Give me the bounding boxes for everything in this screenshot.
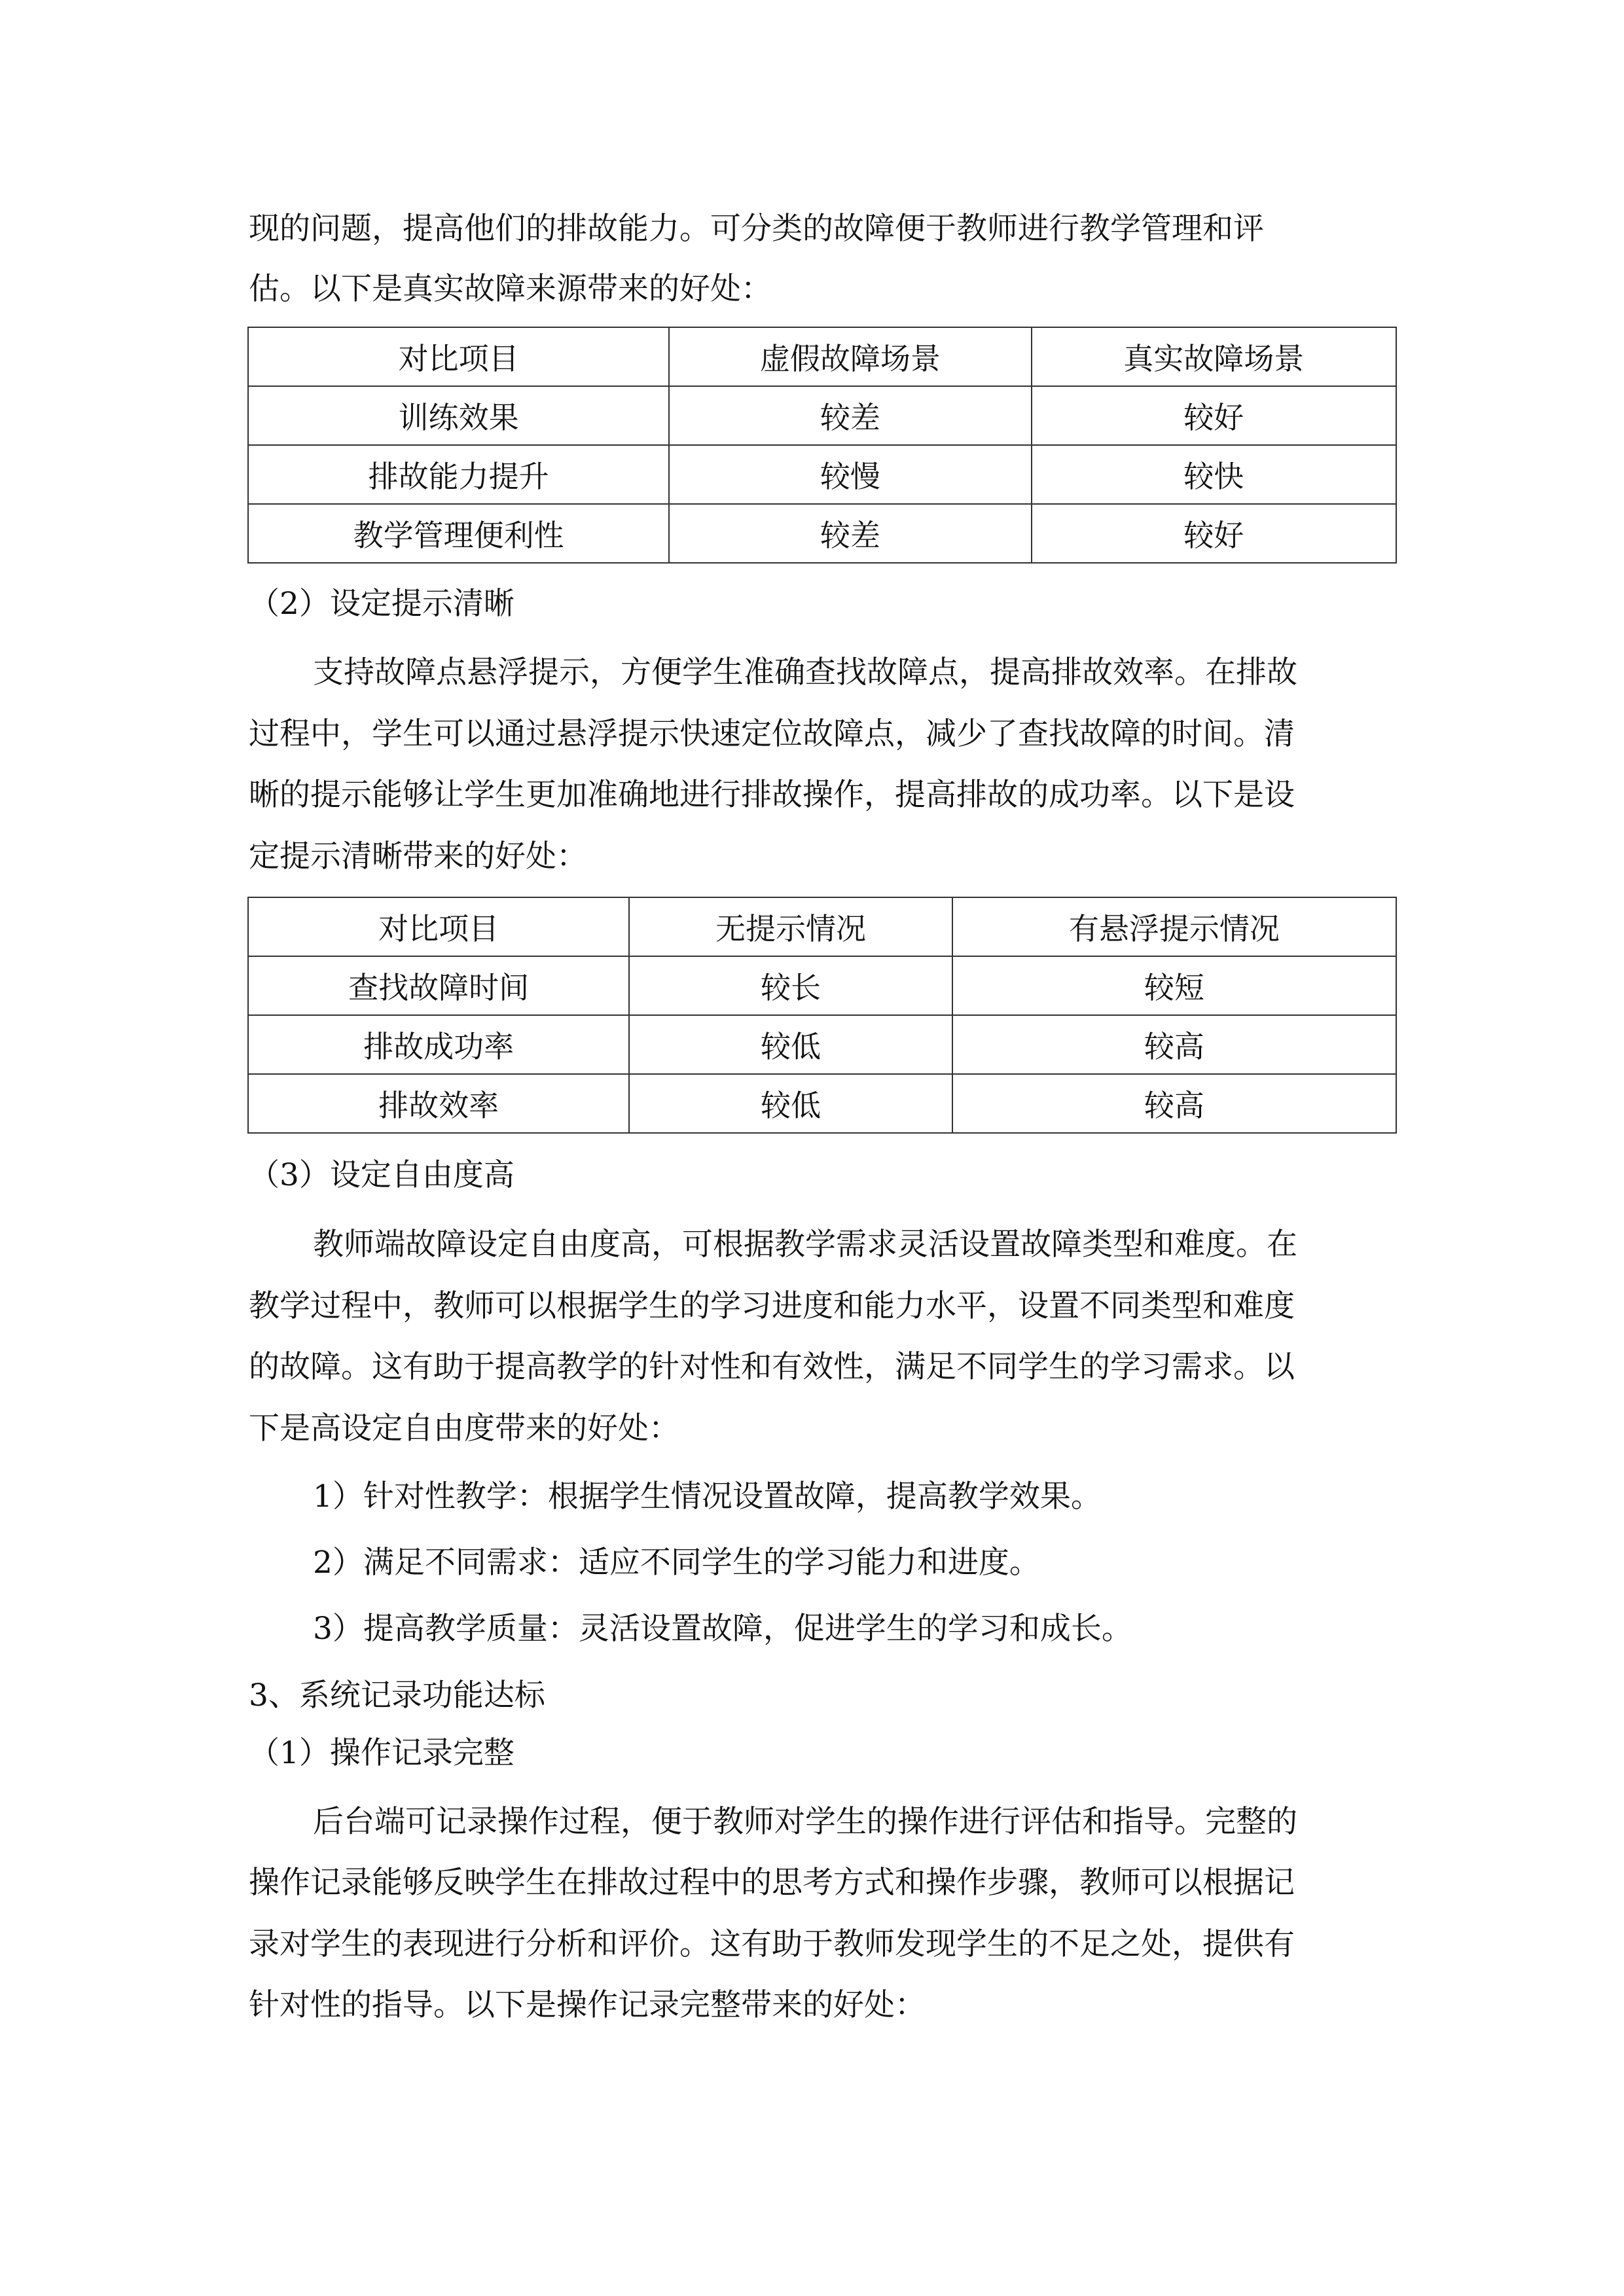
table-cell: 较慢 xyxy=(669,445,1031,504)
table-cell: 较高 xyxy=(952,1074,1396,1133)
table-cell: 较好 xyxy=(1032,504,1396,563)
paragraph-line: 下是高设定自由度带来的好处： xyxy=(249,1410,679,1446)
comparison-table-real-faults xyxy=(247,327,1397,564)
paragraph-line: 支持故障点悬浮提示，方便学生准确查找故障点，提高排故效率。在排故 xyxy=(313,655,1297,691)
table-cell: 排故能力提升 xyxy=(248,445,669,504)
table-cell: 较长 xyxy=(629,956,952,1015)
table-row xyxy=(248,445,1396,504)
table-header-cell: 有悬浮提示情况 xyxy=(952,897,1396,956)
paragraph-line: 操作记录能够反映学生在排故过程中的思考方式和操作步骤，教师可以根据记 xyxy=(249,1865,1295,1901)
table-row xyxy=(248,504,1396,563)
table-header-cell: 真实故障场景 xyxy=(1032,327,1396,386)
paragraph-line: 教师端故障设定自由度高，可根据教学需求灵活设置故障类型和难度。在 xyxy=(313,1227,1297,1263)
section-title: （3）设定自由度高 xyxy=(249,1157,514,1193)
table-cell: 排故成功率 xyxy=(248,1015,629,1074)
paragraph-line: 晰的提示能够让学生更加准确地进行排故操作，提高排故的成功率。以下是设 xyxy=(249,777,1295,813)
table-cell: 教学管理便利性 xyxy=(248,504,669,563)
table-row xyxy=(248,1015,1396,1074)
list-item: 2）满足不同需求：适应不同学生的学习能力和进度。 xyxy=(313,1545,1040,1581)
table-row xyxy=(248,956,1396,1015)
table-header-cell: 无提示情况 xyxy=(629,897,952,956)
paragraph-line: 后台端可记录操作过程，便于教师对学生的操作进行评估和指导。完整的 xyxy=(313,1804,1297,1840)
paragraph-line: 过程中，学生可以通过悬浮提示快速定位故障点，减少了查找故障的时间。清 xyxy=(249,716,1295,752)
table-cell: 较低 xyxy=(629,1015,952,1074)
table-header-cell: 对比项目 xyxy=(248,327,669,386)
paragraph-line: 现的问题，提高他们的排故能力。可分类的故障便于教师进行教学管理和评 xyxy=(249,211,1264,247)
table-cell: 较差 xyxy=(669,386,1031,445)
paragraph-line: 估。以下是真实故障来源带来的好处： xyxy=(249,271,772,307)
table-cell: 较差 xyxy=(669,504,1031,563)
chapter-title: 3、系统记录功能达标 xyxy=(249,1677,545,1713)
table-header-cell: 虚假故障场景 xyxy=(669,327,1031,386)
table-row xyxy=(248,386,1396,445)
section-title: （1）操作记录完整 xyxy=(249,1735,514,1771)
table-cell: 较好 xyxy=(1032,386,1396,445)
paragraph-line: 定提示清晰带来的好处： xyxy=(249,838,587,874)
table-cell: 较短 xyxy=(952,956,1396,1015)
table-cell: 排故效率 xyxy=(248,1074,629,1133)
table-row xyxy=(248,1074,1396,1133)
comparison-table-hints xyxy=(247,897,1397,1134)
list-item: 1）针对性教学：根据学生情况设置故障，提高教学效果。 xyxy=(313,1479,1102,1515)
table-cell: 查找故障时间 xyxy=(248,956,629,1015)
paragraph-line: 针对性的指导。以下是操作记录完整带来的好处： xyxy=(249,1987,926,2023)
list-item: 3）提高教学质量：灵活设置故障，促进学生的学习和成长。 xyxy=(313,1611,1132,1647)
paragraph-line: 的故障。这有助于提高教学的针对性和有效性，满足不同学生的学习需求。以 xyxy=(249,1349,1295,1385)
table-header-row xyxy=(248,327,1396,386)
table-cell: 较高 xyxy=(952,1015,1396,1074)
table-header-cell: 对比项目 xyxy=(248,897,629,956)
paragraph-line: 教学过程中，教师可以根据学生的学习进度和能力水平，设置不同类型和难度 xyxy=(249,1288,1295,1324)
section-title: （2）设定提示清晰 xyxy=(249,586,514,622)
paragraph-line: 录对学生的表现进行分析和评价。这有助于教师发现学生的不足之处，提供有 xyxy=(249,1926,1295,1962)
table-cell: 较低 xyxy=(629,1074,952,1133)
table-header-row xyxy=(248,897,1396,956)
table-cell: 较快 xyxy=(1032,445,1396,504)
table-cell: 训练效果 xyxy=(248,386,669,445)
